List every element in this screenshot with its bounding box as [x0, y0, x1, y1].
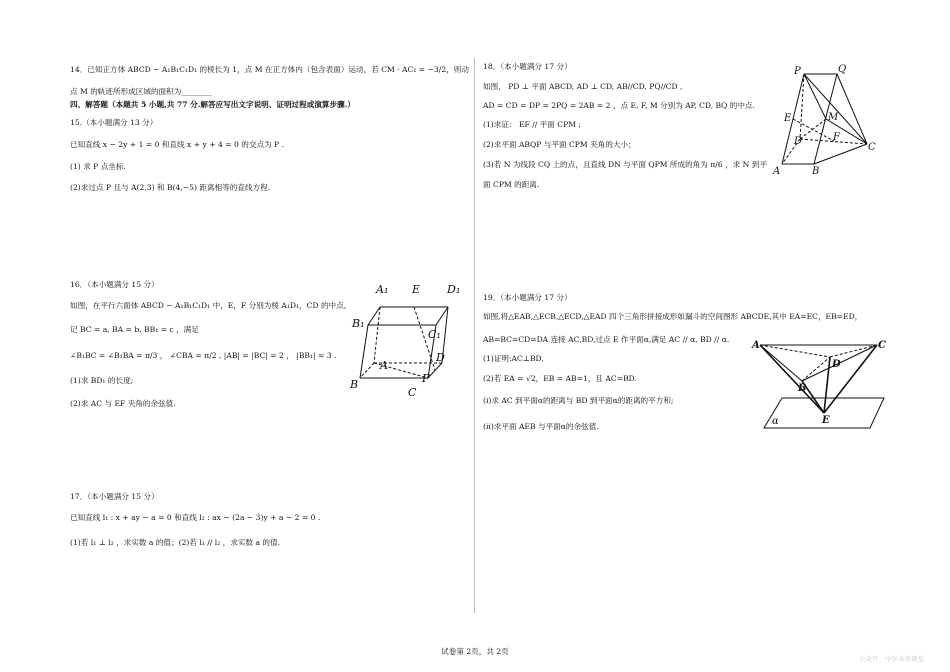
q18-figure-svg — [772, 64, 882, 179]
q16-part2: (2)求 AC 与 EF 夹角的余弦值. — [70, 399, 176, 408]
q18-part1: (1)求证： EF // 平面 CPM ; — [483, 120, 581, 129]
q19-heading: 19．（本小题满分 17 分） — [483, 293, 572, 302]
label-Q: Q — [838, 64, 847, 75]
label-C: C — [868, 142, 876, 153]
q19-part2: (2)若 EA = √2，EB = AB=1，且 AC=BD. — [483, 374, 637, 383]
q16-figure-svg — [350, 275, 470, 400]
q15-part1: (1) 求 P 点坐标. — [70, 162, 126, 171]
label-E: E — [822, 415, 830, 426]
label-E: E — [412, 283, 421, 296]
label-D1: D₁ — [447, 283, 461, 296]
label-B: B — [812, 166, 820, 177]
label-A: A — [752, 340, 760, 351]
q18-part3-cont: 面 CPM 的距离. — [483, 180, 540, 189]
page-footer: 试卷第 2页，共 2页 — [441, 647, 509, 656]
label-C1: C₁ — [428, 328, 441, 341]
q16-stem: 如图，在平行六面体 ABCD − A₁B₁C₁D₁ 中，E，F 分别为棱 A₁D₁，CD 的中点, — [70, 301, 347, 310]
q15-part2: (2)求过点 P 且与 A(2,3) 和 B(4,−5) 距离相等的直线方程. — [70, 183, 271, 192]
label-P: P — [794, 66, 801, 77]
q16-heading: 16．（本小题满分 15 分） — [70, 280, 159, 289]
q17-parts: (1)若 l₁ ⊥ l₂ ，求实数 a 的值；(2)若 l₁ // l₂ ，求实数 a 的值. — [70, 538, 281, 547]
label-E: E — [784, 113, 792, 124]
q18-heading: 18．（本小题满分 17 分） — [483, 62, 572, 71]
label-C: C — [408, 386, 417, 399]
label-B: B — [350, 378, 359, 391]
q19-part2-i: (i)求 AC 到平面α的距离与 BD 到平面α的距离的平方和; — [483, 396, 674, 405]
q19-funnel-figure — [752, 335, 892, 439]
column-divider — [474, 58, 475, 613]
section-4-heading: 四、解答题（本题共 5 小题,共 77 分.解答应写出文字说明、证明过程或演算步骤.） — [70, 100, 355, 109]
q16-parallelepiped-figure — [350, 275, 470, 404]
q18-part2: (2)求平面 ABQP 与平面 CPM 夹角的大小； — [483, 140, 636, 149]
q19-stem2: AB=BC=CD=DA 连接 AC,BD,过点 E 作平面α,满足 AC // α, BD // α. — [483, 335, 730, 344]
label-F: F — [833, 132, 840, 143]
q16-part1: (1)求 BD₁ 的长度; — [70, 376, 134, 385]
label-C: C — [878, 340, 886, 351]
label-A: A — [380, 359, 388, 372]
q17-heading: 17．（本小题满分 15 分） — [70, 492, 159, 501]
label-alpha: α — [772, 416, 779, 427]
q19-part1: (1)证明:AC⊥BD. — [483, 354, 544, 363]
label-A1: A₁ — [376, 283, 389, 296]
watermark: 公众号：中学英语课堂 — [859, 655, 924, 663]
q14-line1: 14．已知正方体 ABCD − A₁B₁C₁D₁ 的棱长为 1，点 M 在正方体内（包含表面）运动，若 CM · AC₁ = −3/2，则动 — [70, 65, 469, 74]
q19-part2-ii: (ii)求平面 AEB 与平面α的余弦值. — [483, 422, 599, 431]
label-A: A — [773, 166, 781, 177]
q18-solid-figure — [772, 64, 882, 183]
q17-stem: 已知直线 l₁ : x + ay − a = 0 和直线 l₂ : ax − (2a − 3)y + a − 2 = 0 . — [70, 513, 321, 522]
q19-figure-svg — [752, 335, 892, 435]
q14-line2: 点 M 的轨迹所形成区域的面积为________ — [70, 87, 212, 96]
label-D: D — [794, 136, 803, 147]
q16-condition1: 记 BC = a, BA = b, BB₁ = c ，满足 — [70, 325, 199, 334]
q18-stem1: 如图， PD ⊥ 平面 ABCD, AD ⊥ CD, AB//CD, PQ//CD , — [483, 82, 683, 91]
q15-heading: 15.（本小题满分 13 分） — [70, 118, 158, 127]
q15-stem: 已知直线 x − 2y + 1 = 0 和直线 x + y + 4 = 0 的交点为 P . — [70, 140, 284, 149]
q18-part3: (3)若 N 为线段 CQ 上的点，且直线 DN 与平面 QPM 所成的角为 π/6 ，求 N 到平 — [483, 160, 767, 169]
label-F: F — [422, 372, 430, 385]
q16-condition2: ∠B₁BC = ∠B₁BA = π/3 ， ∠CBA = π/2 , |AB| = |BC| = 2 ， |BB₁| = 3 . — [70, 351, 337, 360]
label-B1: B₁ — [352, 317, 365, 330]
label-B: B — [798, 383, 807, 394]
label-D: D — [436, 351, 445, 364]
q18-stem2: AD = CD = DP = 2PQ = 2AB = 2 ，点 E, F, M 分别为 AP, CD, BQ 的中点. — [483, 101, 755, 110]
q19-stem1: 如图,将△EAB,△ECB,△ECD,△EAD 四个三角形拼接成形如漏斗的空间图形 ABCDE,其中 EA=EC，EB=ED， — [483, 312, 863, 321]
label-M: M — [828, 112, 839, 123]
label-D: D — [832, 359, 841, 370]
